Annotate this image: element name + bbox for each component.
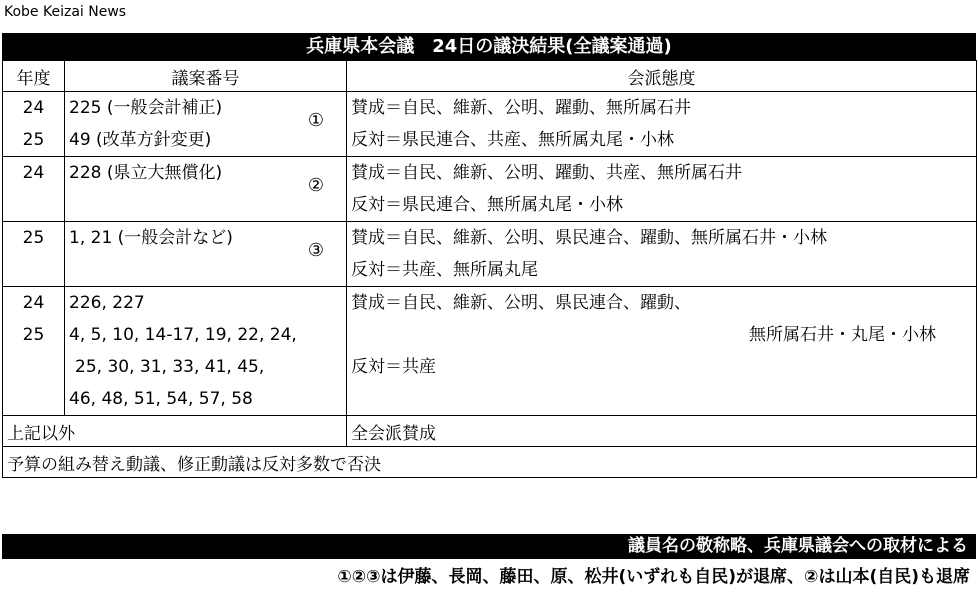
year-cell <box>3 287 65 416</box>
vote-for: 賛成＝自民、維新、公明、県民連合、躍動、 <box>351 293 691 313</box>
header-row <box>3 61 977 92</box>
year: 24 <box>22 293 45 313</box>
year-cell <box>3 92 65 157</box>
bill-number: 4, 5, 10, 14-17, 19, 22, 24, <box>69 325 297 345</box>
budget-note-row <box>3 447 977 478</box>
footnote: ①②③は伊藤、長岡、藤田、原、松井(いずれも自民)が退席、②は山本(自民)も退席 <box>337 567 970 587</box>
bill-cell <box>65 287 347 416</box>
bill-number: 225 (一般会計補正) <box>69 98 223 118</box>
others-label: 上記以外 <box>3 416 347 447</box>
table-title: 兵庫県本会議 24日の議決結果(全議案通過) <box>2 33 976 60</box>
others-row <box>3 416 977 447</box>
vote-cell <box>347 287 977 416</box>
vote-against: 反対＝県民連合、無所属丸尾・小林 <box>351 195 623 215</box>
vote-for: 賛成＝自民、維新、公明、躍動、無所属石井 <box>351 98 691 118</box>
vote-results-table <box>2 60 977 478</box>
bill-number: 25, 30, 31, 33, 41, 45, <box>75 357 265 377</box>
vote-for: 賛成＝自民、維新、公明、県民連合、躍動、無所属石井・小林 <box>351 228 827 248</box>
year <box>3 351 64 383</box>
year: 25 <box>22 325 45 345</box>
year: 25 <box>22 228 45 248</box>
year <box>3 189 64 221</box>
year <box>3 383 64 415</box>
others-value: 全会派賛成 <box>347 416 977 447</box>
group-marker: ② <box>307 175 324 196</box>
header-bill: 議案番号 <box>65 61 347 92</box>
credit-text: 議員名の敬称略、兵庫県議会への取材による <box>628 536 968 556</box>
header-year: 年度 <box>3 61 65 92</box>
year-cell <box>3 157 65 222</box>
vote-against: 反対＝共産 <box>351 357 436 377</box>
group-row-3 <box>3 222 977 287</box>
bill-number <box>65 189 346 221</box>
bill-number: 228 (県立大無償化) <box>69 163 223 183</box>
year <box>3 254 64 286</box>
year: 24 <box>22 98 45 118</box>
bill-number: 1, 21 (一般会計など) <box>69 228 233 248</box>
bill-number <box>65 254 346 286</box>
year-cell <box>3 222 65 287</box>
vote-for-continued: 無所属石井・丸尾・小林 <box>749 325 936 345</box>
group-row-2 <box>3 157 977 222</box>
year: 25 <box>22 130 45 150</box>
vote-cell <box>347 157 977 222</box>
source-label: Kobe Keizai News <box>4 4 127 20</box>
bill-number: 46, 48, 51, 54, 57, 58 <box>69 389 253 409</box>
header-faction: 会派態度 <box>347 61 977 92</box>
group-marker: ① <box>307 110 324 131</box>
bill-cell <box>65 222 347 287</box>
vote-against: 反対＝県民連合、共産、無所属丸尾・小林 <box>351 130 674 150</box>
vote-cell <box>347 222 977 287</box>
year: 24 <box>22 163 45 183</box>
budget-note: 予算の組み替え動議、修正動議は反対多数で否決 <box>3 447 977 478</box>
bill-number: 226, 227 <box>69 293 145 313</box>
vote-against: 反対＝共産、無所属丸尾 <box>351 260 538 280</box>
vote-for: 賛成＝自民、維新、公明、躍動、共産、無所属石井 <box>351 163 742 183</box>
group-marker: ③ <box>307 240 324 261</box>
bill-cell <box>65 157 347 222</box>
group-row-4 <box>3 287 977 416</box>
bill-cell <box>65 92 347 157</box>
bill-number: 49 (改革方針変更) <box>69 130 212 150</box>
group-row-1 <box>3 92 977 157</box>
credit-banner <box>2 534 976 559</box>
vote-cell <box>347 92 977 157</box>
vote-blank <box>347 383 976 415</box>
